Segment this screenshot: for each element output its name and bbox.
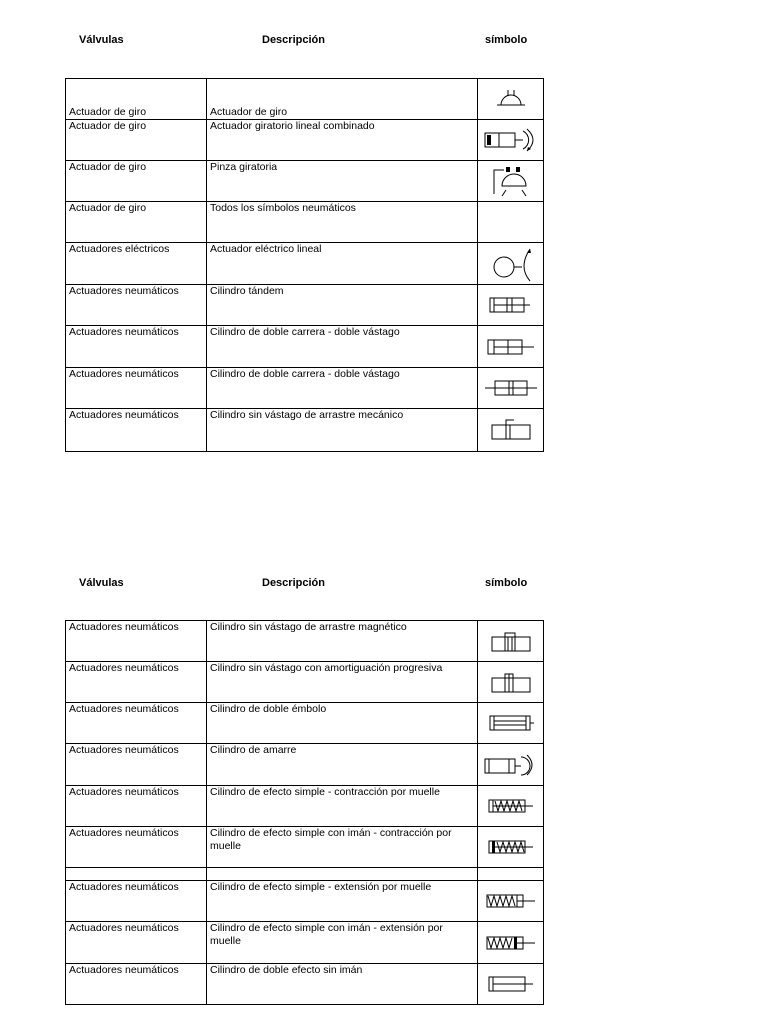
cell-desc: Cilindro de doble carrera - doble vástago <box>207 326 478 368</box>
single-acting-magnet-spring-return-icon <box>485 837 537 857</box>
table-2 <box>65 620 544 1005</box>
cell-desc: Actuador eléctrico lineal <box>207 243 478 285</box>
cell-valve: Actuadores eléctricos <box>66 243 207 285</box>
rodless-magnetic-cylinder-icon <box>486 629 536 653</box>
rotary-gripper-icon <box>486 164 536 198</box>
header-descripcion: Descripción <box>262 34 325 46</box>
cell-desc: Todos los símbolos neumáticos <box>207 202 478 243</box>
cell-valve: Actuadores neumáticos <box>66 922 207 964</box>
cell-valve <box>66 868 207 881</box>
cell-desc: Cilindro sin vástago de arrastre magnético <box>207 621 478 662</box>
cell-valve: Actuadores neumáticos <box>66 326 207 368</box>
cell-symbol <box>478 409 544 452</box>
cell-symbol <box>478 922 544 964</box>
cell-symbol <box>478 786 544 827</box>
cell-symbol <box>478 368 544 409</box>
table-row <box>66 662 544 703</box>
table-row <box>66 922 544 964</box>
rodless-mechanical-cylinder-icon <box>486 417 536 443</box>
header-simbolo: símbolo <box>485 34 528 46</box>
table-row <box>66 202 544 243</box>
double-piston-cylinder-icon <box>484 712 538 734</box>
electric-linear-actuator-icon <box>486 245 536 283</box>
cell-symbol <box>478 326 544 368</box>
cell-desc: Cilindro de efecto simple con imán - extensión por muelle <box>207 922 478 964</box>
cell-valve: Actuadores neumáticos <box>66 964 207 1005</box>
table-row <box>66 79 544 120</box>
cell-desc: Actuador de giro <box>207 79 478 120</box>
table-row <box>66 409 544 452</box>
header-valvulas: Válvulas <box>79 34 124 46</box>
table-row <box>66 868 544 881</box>
single-acting-magnet-spring-extend-icon <box>483 933 539 953</box>
cell-desc: Cilindro de efecto simple - contracción por muelle <box>207 786 478 827</box>
cell-valve: Actuador de giro <box>66 120 207 161</box>
single-acting-spring-extend-icon <box>483 891 539 911</box>
header-simbolo-2: símbolo <box>485 577 528 589</box>
cell-symbol <box>478 202 544 243</box>
table-1 <box>65 78 544 452</box>
cell-valve: Actuadores neumáticos <box>66 285 207 326</box>
cell-desc: Cilindro de efecto simple - extensión por muelle <box>207 881 478 922</box>
header-descripcion-2: Descripción <box>262 577 325 589</box>
cell-valve: Actuadores neumáticos <box>66 744 207 786</box>
cell-valve: Actuador de giro <box>66 79 207 120</box>
cell-valve: Actuadores neumáticos <box>66 621 207 662</box>
cell-symbol <box>478 120 544 161</box>
cell-valve: Actuador de giro <box>66 161 207 202</box>
cell-valve: Actuadores neumáticos <box>66 827 207 868</box>
table-row <box>66 744 544 786</box>
cell-valve: Actuadores neumáticos <box>66 703 207 744</box>
combined-linear-rotary-icon <box>481 125 541 155</box>
double-stroke-cylinder-icon <box>484 336 538 358</box>
cell-symbol <box>478 827 544 868</box>
table-row <box>66 786 544 827</box>
table-row <box>66 881 544 922</box>
cell-desc: Cilindro sin vástago de arrastre mecánico <box>207 409 478 452</box>
cell-desc: Cilindro de efecto simple con imán - contracción por muelle <box>207 827 478 868</box>
cell-desc: Cilindro de doble efecto sin imán <box>207 964 478 1005</box>
rodless-cushioned-cylinder-icon <box>486 670 536 694</box>
cell-valve: Actuador de giro <box>66 202 207 243</box>
table-row <box>66 161 544 202</box>
cell-symbol <box>478 744 544 786</box>
cell-symbol <box>478 285 544 326</box>
cell-desc: Cilindro de amarre <box>207 744 478 786</box>
table-row <box>66 964 544 1005</box>
cell-symbol <box>478 662 544 703</box>
table-row <box>66 243 544 285</box>
cell-valve: Actuadores neumáticos <box>66 881 207 922</box>
table-row <box>66 368 544 409</box>
cell-symbol <box>478 881 544 922</box>
cell-symbol <box>478 243 544 285</box>
cell-valve: Actuadores neumáticos <box>66 368 207 409</box>
cell-symbol <box>478 161 544 202</box>
header-valvulas-2: Válvulas <box>79 577 124 589</box>
cell-desc: Actuador giratorio lineal combinado <box>207 120 478 161</box>
cell-desc: Pinza giratoria <box>207 161 478 202</box>
cell-valve: Actuadores neumáticos <box>66 409 207 452</box>
table-row <box>66 827 544 868</box>
table-row <box>66 120 544 161</box>
cell-symbol <box>478 621 544 662</box>
cell-symbol <box>478 703 544 744</box>
clamp-cylinder-icon <box>481 751 541 779</box>
cell-desc: Cilindro sin vástago con amortiguación progresiva <box>207 662 478 703</box>
double-acting-no-magnet-icon <box>485 973 537 995</box>
table-row <box>66 326 544 368</box>
cell-desc: Cilindro de doble émbolo <box>207 703 478 744</box>
cell-desc: Cilindro tándem <box>207 285 478 326</box>
table-row <box>66 703 544 744</box>
double-rod-cylinder-icon <box>481 377 541 399</box>
table-row <box>66 285 544 326</box>
cell-valve: Actuadores neumáticos <box>66 662 207 703</box>
rotary-actuator-icon <box>493 87 529 111</box>
single-acting-spring-return-icon <box>485 796 537 816</box>
cell-desc: Cilindro de doble carrera - doble vástago <box>207 368 478 409</box>
cell-valve: Actuadores neumáticos <box>66 786 207 827</box>
tandem-cylinder-icon <box>486 294 536 316</box>
cell-symbol <box>478 868 544 881</box>
cell-symbol <box>478 964 544 1005</box>
cell-symbol <box>478 79 544 120</box>
table-row <box>66 621 544 662</box>
cell-desc <box>207 868 478 881</box>
